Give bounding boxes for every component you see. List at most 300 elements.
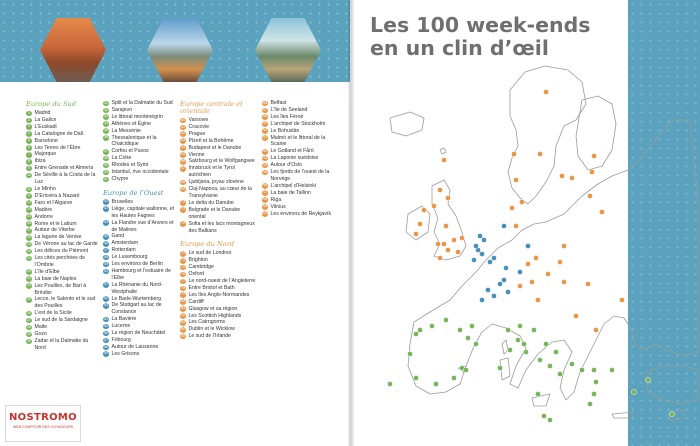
item-label: Innsbruck et le Tyrol autrichien bbox=[188, 165, 235, 179]
map-marker-nord bbox=[451, 237, 456, 242]
map-marker-nord bbox=[569, 175, 574, 180]
list-item bbox=[103, 240, 176, 247]
item-label: Autour d’Oslo bbox=[270, 162, 302, 169]
logo-tagline: WEB COMPTOIR DES VOYAGEURS bbox=[12, 425, 74, 429]
map-marker-sud bbox=[497, 365, 502, 370]
item-label: La baie de Tallinn bbox=[270, 189, 311, 196]
map-marker-nord bbox=[435, 241, 440, 246]
list-item bbox=[262, 155, 342, 162]
map-marker-nord bbox=[591, 153, 596, 158]
list-item bbox=[26, 131, 98, 138]
list-item bbox=[180, 292, 256, 299]
item-label: Cluj-Napoca, au cœur de la Transylvanie bbox=[188, 186, 252, 199]
list-item bbox=[103, 302, 176, 316]
map-marker-nord bbox=[559, 173, 564, 178]
item-number-badge: 87 bbox=[263, 107, 267, 112]
list-item bbox=[26, 124, 98, 131]
map-marker-centre bbox=[545, 271, 550, 276]
list-item bbox=[180, 326, 256, 333]
item-number-badge: 80 bbox=[181, 299, 185, 304]
item-label: Gozo bbox=[34, 331, 47, 337]
item-label: Lecce, le Salento et le sud des Pouilles bbox=[34, 296, 96, 310]
map-marker-centre bbox=[517, 283, 522, 288]
item-number-badge: 9 bbox=[28, 165, 30, 170]
map-marker-centre bbox=[529, 279, 534, 284]
item-number-badge: 31 bbox=[104, 100, 108, 105]
list-item bbox=[262, 114, 342, 121]
item-label: Sofia et les lacs montagneux des Balkans bbox=[188, 220, 255, 234]
list-item bbox=[103, 247, 176, 254]
list-item bbox=[103, 351, 176, 358]
list-column-3 bbox=[180, 100, 256, 340]
item-label: Le Gotland et Fårö bbox=[270, 148, 314, 155]
map-marker-nord bbox=[513, 177, 518, 182]
item-number-badge: 90 bbox=[263, 128, 267, 133]
item-number-badge: 38 bbox=[104, 155, 108, 160]
item-label: Zadar et la Dalmatie du Nord bbox=[34, 337, 89, 351]
list-item bbox=[26, 241, 98, 248]
turkey-outline bbox=[646, 366, 698, 404]
item-number-badge: 96 bbox=[263, 183, 267, 188]
item-label: Ljubljana, joyau slovène bbox=[188, 179, 244, 186]
item-label: Vilnius bbox=[270, 203, 286, 210]
map-marker-sud bbox=[473, 341, 478, 346]
item-number-badge: 32 bbox=[104, 107, 108, 112]
map-marker-sud bbox=[591, 391, 596, 396]
list-item bbox=[180, 264, 256, 271]
map-marker-sud bbox=[547, 363, 552, 368]
list-item bbox=[262, 162, 342, 169]
item-number-badge: 78 bbox=[181, 285, 185, 290]
list-item bbox=[26, 310, 98, 317]
list-item bbox=[180, 165, 256, 179]
list-item bbox=[103, 337, 176, 344]
item-number-badge: 2 bbox=[28, 117, 30, 122]
list-item bbox=[26, 227, 98, 234]
item-number-badge: 28 bbox=[27, 324, 31, 329]
map-marker-sud bbox=[521, 341, 526, 346]
map-marker-ouest bbox=[517, 269, 522, 274]
list-item bbox=[26, 193, 98, 200]
list-ouest bbox=[103, 199, 176, 358]
item-number-badge: 56 bbox=[104, 330, 108, 335]
item-label: Cracovie bbox=[188, 123, 209, 130]
item-label: Autour de Viterbe bbox=[34, 227, 75, 234]
item-number-badge: 7 bbox=[28, 152, 30, 157]
item-label: D’Ericeira à Nazaré bbox=[34, 192, 80, 199]
nostromo-logo bbox=[5, 405, 81, 442]
map-marker-nord bbox=[441, 157, 446, 162]
list-column-1 bbox=[26, 100, 98, 352]
item-label: Belfast bbox=[270, 100, 287, 106]
item-number-badge: 17 bbox=[27, 228, 31, 232]
item-label: Ibiza bbox=[34, 158, 46, 165]
map-marker-sud bbox=[579, 367, 584, 372]
list-item bbox=[103, 344, 176, 351]
list-item bbox=[26, 172, 98, 186]
item-label: Varsovie bbox=[188, 117, 209, 123]
list-item bbox=[103, 121, 176, 128]
list-item bbox=[26, 200, 98, 207]
item-label: Fribourg bbox=[111, 337, 131, 343]
item-label: Corfou et Paxos bbox=[111, 148, 149, 155]
item-number-badge: 27 bbox=[27, 317, 31, 322]
map-marker-centre bbox=[619, 297, 624, 302]
item-label: Belgrade et le Danube oriental bbox=[188, 206, 241, 220]
item-number-badge: 36 bbox=[104, 135, 108, 140]
map-marker-ouest bbox=[477, 233, 482, 238]
list-item bbox=[262, 211, 342, 218]
list-item bbox=[26, 276, 98, 283]
list-item bbox=[103, 220, 176, 234]
item-number-badge: 22 bbox=[27, 269, 31, 274]
list-item bbox=[262, 197, 342, 204]
item-label: La lagune de Venise bbox=[34, 234, 82, 241]
item-label: La Messénie bbox=[111, 127, 141, 134]
europe-map bbox=[350, 0, 700, 446]
map-marker-sud bbox=[505, 327, 510, 332]
item-label: La Laponie suédoise bbox=[270, 155, 319, 162]
item-label: Budapest et le Danube bbox=[188, 144, 242, 151]
item-label: L’archipel de Stockholm bbox=[270, 120, 326, 127]
item-number-badge: 82 bbox=[181, 313, 185, 318]
map-marker-ouest bbox=[479, 251, 484, 256]
list-item bbox=[103, 316, 176, 323]
item-number-badge: 26 bbox=[27, 310, 31, 315]
item-number-badge: 99 bbox=[263, 204, 267, 209]
item-label: Les délices du Piémont bbox=[34, 248, 89, 255]
list-item bbox=[262, 148, 342, 155]
item-number-badge: 61 bbox=[181, 124, 185, 129]
item-number-badge: 25 bbox=[27, 297, 31, 302]
item-number-badge: 100 bbox=[262, 211, 268, 216]
item-number-badge: 3 bbox=[28, 124, 30, 129]
list-item bbox=[103, 155, 176, 162]
item-number-badge: 44 bbox=[104, 220, 108, 225]
item-number-badge: 14 bbox=[27, 207, 31, 212]
item-number-badge: 72 bbox=[181, 221, 185, 226]
list-item bbox=[26, 110, 98, 117]
map-marker-sud bbox=[531, 327, 536, 332]
list-item bbox=[103, 128, 176, 135]
item-number-badge: 75 bbox=[181, 264, 185, 269]
item-number-badge: 93 bbox=[263, 155, 267, 160]
list-item bbox=[180, 306, 256, 313]
item-number-badge: 39 bbox=[104, 162, 108, 167]
item-label: L’archipel d’Helsinki bbox=[270, 182, 317, 189]
item-number-badge: 29 bbox=[27, 331, 31, 336]
map-marker-ouest bbox=[487, 259, 492, 264]
book-spine bbox=[348, 0, 354, 446]
section-heading-ouest: Europe de l’Ouest bbox=[103, 188, 164, 197]
list-item bbox=[103, 330, 176, 337]
item-label: Le sud de la Sardaigne bbox=[34, 317, 88, 324]
item-number-badge: 92 bbox=[263, 148, 267, 153]
item-number-badge: 19 bbox=[27, 241, 31, 246]
item-number-badge: 35 bbox=[104, 128, 108, 133]
item-number-badge: 85 bbox=[181, 333, 185, 338]
map-marker-sud bbox=[557, 371, 562, 376]
list-item bbox=[180, 138, 256, 145]
list-item bbox=[103, 254, 176, 261]
item-label: Amsterdam bbox=[111, 240, 139, 247]
item-label: Liège, capitale wallonne, et les Hautes Fagnes bbox=[111, 205, 175, 219]
item-number-badge: 67 bbox=[181, 165, 185, 170]
list-item bbox=[180, 271, 256, 278]
item-number-badge: 11 bbox=[27, 186, 31, 191]
section-heading-sud: Europe du Sud bbox=[26, 100, 76, 108]
corsica-outline bbox=[502, 340, 508, 354]
map-marker-nord bbox=[519, 199, 524, 204]
item-label: L’est de la Sicile bbox=[34, 310, 72, 317]
item-number-badge: 76 bbox=[181, 271, 185, 276]
list-item bbox=[103, 100, 176, 107]
item-label: La Flandre vue d’Anvers et de Malines bbox=[111, 219, 174, 233]
map-marker-sud bbox=[433, 381, 438, 386]
map-marker-centre bbox=[535, 297, 540, 302]
list-item bbox=[180, 152, 256, 159]
item-number-badge: 30 bbox=[27, 338, 31, 343]
item-label: La Crète bbox=[111, 155, 132, 162]
list-item bbox=[103, 261, 176, 268]
list-item bbox=[180, 285, 256, 292]
map-marker-sud bbox=[517, 323, 522, 328]
map-marker-nord bbox=[589, 169, 594, 174]
list-item bbox=[262, 121, 342, 128]
list-item bbox=[180, 200, 256, 207]
list-item bbox=[26, 214, 98, 221]
item-label: Rotterdam bbox=[111, 247, 136, 254]
item-number-badge: 63 bbox=[181, 138, 185, 143]
map-marker-centre bbox=[533, 255, 538, 260]
item-number-badge: 55 bbox=[104, 323, 108, 328]
map-marker-nord bbox=[417, 221, 422, 226]
list-item bbox=[26, 145, 98, 152]
list-item bbox=[180, 186, 256, 200]
item-label: Le nord-ouest de l’Angleterre bbox=[188, 278, 256, 285]
item-label: Le Bohuslän bbox=[270, 127, 300, 134]
item-number-badge: 74 bbox=[181, 257, 185, 262]
item-label: Riga bbox=[270, 196, 282, 203]
list-item bbox=[103, 148, 176, 155]
list-nord bbox=[180, 250, 256, 340]
item-number-badge: 91 bbox=[263, 135, 267, 140]
map-marker-sud bbox=[515, 337, 520, 342]
item-label: Cardiff bbox=[188, 298, 204, 305]
list-item bbox=[262, 128, 342, 135]
item-number-badge: 16 bbox=[27, 221, 31, 226]
map-marker-centre bbox=[525, 261, 530, 266]
item-number-badge: 6 bbox=[28, 145, 30, 150]
list-item bbox=[180, 319, 256, 326]
map-marker-sud bbox=[543, 341, 548, 346]
item-number-badge: 70 bbox=[181, 200, 185, 205]
item-number-badge: 51 bbox=[104, 282, 108, 287]
page-title bbox=[370, 14, 591, 60]
list-item bbox=[180, 124, 256, 131]
map-marker-nord bbox=[599, 209, 604, 214]
item-label: La Bavière bbox=[111, 316, 137, 323]
list-item bbox=[103, 233, 176, 240]
map-marker-ouest bbox=[525, 243, 530, 248]
map-marker-ouest bbox=[471, 257, 476, 262]
map-marker-nord bbox=[443, 223, 448, 228]
item-number-badge: 13 bbox=[27, 200, 31, 205]
iceland-outline bbox=[390, 112, 424, 136]
item-label: Rome et le Latium bbox=[34, 220, 77, 227]
item-number-badge: 4 bbox=[28, 131, 30, 136]
map-marker-ouest bbox=[473, 243, 478, 248]
item-label: Hambourg et l’estuaire de l’Elbe bbox=[111, 267, 171, 281]
item-number-badge: 15 bbox=[27, 214, 31, 219]
map-marker-centre bbox=[561, 279, 566, 284]
item-number-badge: 88 bbox=[263, 114, 267, 119]
item-label: Les Grisons bbox=[111, 350, 140, 357]
item-number-badge: 59 bbox=[104, 351, 108, 356]
map-marker-nord bbox=[431, 203, 436, 208]
item-number-badge: 71 bbox=[181, 207, 185, 212]
item-number-badge: 40 bbox=[104, 169, 108, 174]
list-sud bbox=[26, 110, 98, 352]
item-label: Istanbul, rive occidentale bbox=[111, 169, 169, 176]
map-marker-nord bbox=[587, 193, 592, 198]
list-item bbox=[180, 221, 256, 235]
list-item bbox=[26, 317, 98, 324]
map-marker-ouest bbox=[505, 289, 510, 294]
list-item bbox=[103, 296, 176, 303]
list-item bbox=[180, 158, 256, 165]
item-label: La Catalogne de Dalí bbox=[34, 130, 84, 137]
item-label: Glasgow et sa région bbox=[188, 305, 238, 312]
item-number-badge: 83 bbox=[181, 320, 185, 325]
list-item bbox=[103, 135, 176, 149]
item-number-badge: 41 bbox=[104, 176, 108, 181]
item-number-badge: 97 bbox=[263, 190, 267, 195]
list-item bbox=[26, 324, 98, 331]
list-item bbox=[26, 255, 98, 269]
list-item bbox=[26, 138, 98, 145]
list-item bbox=[26, 221, 98, 228]
item-label: L’île de Seeland bbox=[270, 106, 308, 113]
map-marker-sud bbox=[465, 335, 470, 340]
item-label: Les Pouilles, de Bari à Brindisi bbox=[34, 282, 87, 296]
map-marker-ouest bbox=[497, 281, 502, 286]
list-item bbox=[262, 100, 342, 107]
map-marker-nord bbox=[459, 235, 464, 240]
map-marker-nord bbox=[455, 249, 460, 254]
item-label: Brighton bbox=[188, 257, 208, 264]
finland-outline bbox=[576, 96, 616, 170]
logo-name: NOSTROMO bbox=[9, 412, 77, 423]
item-label: Les fjords de l’ouest de la Norvège bbox=[270, 169, 330, 182]
item-number-badge: 54 bbox=[104, 316, 108, 321]
item-label: Malte bbox=[34, 324, 48, 331]
map-marker-sud bbox=[523, 349, 528, 354]
list-item bbox=[26, 158, 98, 165]
list-item bbox=[180, 278, 256, 285]
map-marker-sud bbox=[463, 367, 468, 372]
list-item bbox=[103, 268, 176, 282]
item-label: Athènes et Égine bbox=[111, 120, 152, 127]
item-label: Faro et l’Algarve bbox=[34, 199, 73, 206]
map-marker-nord bbox=[513, 223, 518, 228]
list-item bbox=[180, 179, 256, 186]
item-label: Les Scottish Highlands bbox=[188, 312, 242, 319]
list-item bbox=[26, 151, 98, 158]
item-number-badge: 65 bbox=[181, 152, 185, 157]
crete-outline bbox=[612, 412, 634, 418]
item-label: Entre Grenade et Almería bbox=[34, 165, 94, 172]
map-marker-nord bbox=[509, 205, 514, 210]
item-number-badge: 20 bbox=[27, 248, 31, 253]
list-item bbox=[180, 299, 256, 306]
map-marker-sud bbox=[541, 413, 546, 418]
map-marker-sud bbox=[537, 357, 542, 362]
list-item bbox=[180, 313, 256, 320]
map-marker-centre bbox=[561, 243, 566, 248]
list-item bbox=[262, 204, 342, 211]
list-item bbox=[26, 186, 98, 193]
item-label: Les îles Anglo-Normandes bbox=[188, 291, 250, 298]
item-label: La région de Neuchâtel bbox=[111, 330, 166, 337]
section-heading-centre: Europe centrale et orientale bbox=[180, 100, 243, 115]
item-number-badge: 94 bbox=[263, 162, 267, 167]
item-number-badge: 50 bbox=[104, 268, 108, 273]
item-number-badge: 84 bbox=[181, 326, 185, 331]
item-number-badge: 69 bbox=[181, 186, 185, 191]
item-number-badge: 18 bbox=[27, 234, 31, 239]
item-number-badge: 57 bbox=[104, 337, 108, 342]
item-label: Madrid bbox=[34, 110, 51, 116]
item-number-badge: 81 bbox=[181, 306, 185, 311]
item-number-badge: 24 bbox=[27, 283, 31, 288]
map-marker-sud bbox=[553, 349, 558, 354]
item-number-badge: 34 bbox=[104, 121, 108, 126]
item-label: La Rhénanie du Nord-Westphalie bbox=[111, 281, 163, 295]
map-marker-sud bbox=[669, 411, 674, 416]
item-number-badge: 52 bbox=[104, 296, 108, 301]
map-marker-ouest bbox=[503, 265, 508, 270]
item-label: L’île d’Elbe bbox=[34, 268, 60, 275]
item-label: Majorque bbox=[34, 151, 57, 158]
item-number-badge: 79 bbox=[181, 292, 185, 297]
map-marker-nord bbox=[543, 89, 548, 94]
map-marker-ouest bbox=[491, 255, 496, 260]
item-label: Rhodes et Symi bbox=[111, 162, 149, 169]
item-number-badge: 86 bbox=[263, 100, 267, 105]
item-label: Oxford bbox=[188, 271, 205, 278]
item-label: Bruxelles bbox=[111, 198, 133, 205]
item-number-badge: 1 bbox=[28, 110, 30, 115]
map-marker-nord bbox=[441, 241, 446, 246]
item-label: Sarajevo bbox=[111, 106, 132, 113]
map-marker-sud bbox=[569, 361, 574, 366]
item-label: Les Terres de l’Èbre bbox=[34, 144, 81, 151]
item-label: La Galice bbox=[34, 116, 57, 123]
list-item bbox=[26, 296, 98, 310]
item-label: Entre Bristol et Bath bbox=[188, 284, 235, 291]
item-number-badge: 62 bbox=[181, 131, 185, 136]
map-marker-sud bbox=[457, 327, 462, 332]
list-item bbox=[180, 333, 256, 340]
item-number-badge: 58 bbox=[104, 344, 108, 349]
item-number-badge: 48 bbox=[104, 254, 108, 259]
list-item bbox=[180, 145, 256, 152]
map-marker-sud bbox=[469, 323, 474, 328]
map-marker-nord bbox=[445, 195, 450, 200]
item-number-badge: 98 bbox=[263, 197, 267, 202]
list-item bbox=[26, 165, 98, 172]
